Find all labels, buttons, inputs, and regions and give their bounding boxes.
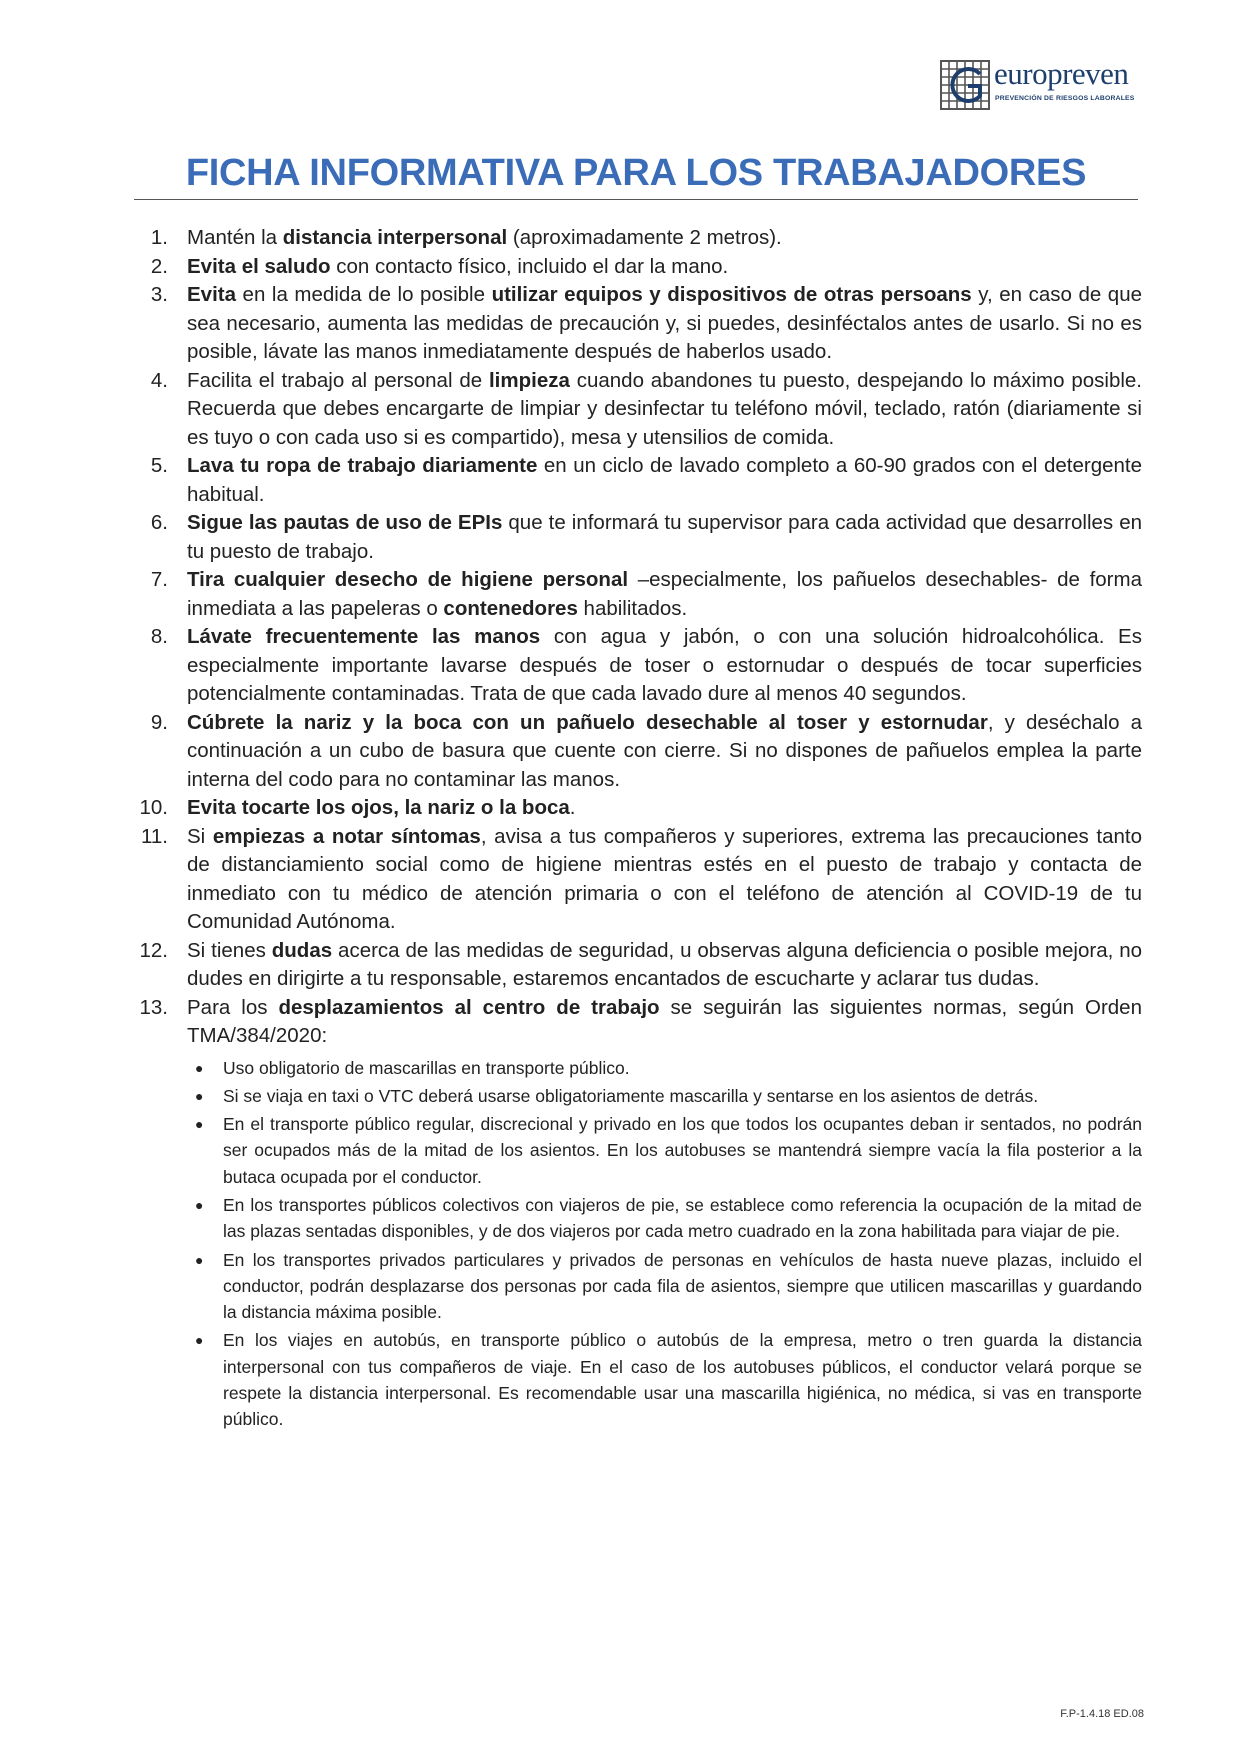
list-item xyxy=(132,253,1142,282)
bullet-dot-icon: ● xyxy=(195,1196,204,1213)
item-text: Si xyxy=(187,824,213,848)
item-text: Facilita el trabajo al personal de xyxy=(187,368,489,392)
list-item xyxy=(132,994,1142,1433)
bullet-dot-icon: ● xyxy=(195,1332,204,1349)
sub-item-text: Si se viaja en taxi o VTC deberá usarse obligatoriamente mascarilla y sentarse en los asientos de detrás. xyxy=(223,1085,1039,1106)
item-text: se seguirán las siguientes normas, según Orden TMA/384/2020: xyxy=(187,995,1142,1047)
recommendations-list xyxy=(132,224,1142,1435)
item-text: , avisa a tus compañeros y superiores, extrema las precauciones tanto de distanciamiento social como de higiene mientras estés en el puesto de trabajo y contacta de inmediato con tu médico de atención primaria o con el teléfono de atención al COVID-19 de tu Comunidad Autónoma. xyxy=(187,824,1142,933)
item-number: 9. xyxy=(150,710,168,734)
logo-wordmark: europreven xyxy=(994,56,1129,91)
item-text: con contacto físico, incluido el dar la mano. xyxy=(330,254,729,278)
sub-item-text: En los transportes públicos colectivos con viajeros de pie, se establece como referencia la ocupación de la mitad de las plazas sentadas disponibles, y de dos viajeros por cada metro cuadrado en la zona habilitada para viajar de pie. xyxy=(223,1194,1142,1242)
item-text-bold: Sigue las pautas de uso de EPIs xyxy=(187,511,503,534)
item-text: –especialmente, los pañuelos desechables- de forma inmediata a las papeleras o xyxy=(187,568,1142,620)
bullet-dot-icon: ● xyxy=(195,1059,204,1076)
item-text: Para los xyxy=(187,995,279,1019)
sub-list-item xyxy=(187,1111,1142,1190)
logo-grid-icon xyxy=(940,60,990,110)
item-text: en un ciclo de lavado completo a 60-90 grados con el detergente habitual. xyxy=(187,454,1142,506)
sub-list-item xyxy=(187,1327,1142,1432)
sub-item-text: En los transportes privados particulares y privados de personas en vehículos de hasta nueve plazas, incluido el conductor, podrán desplazarse dos personas por cada fila de asientos, siempre que utilicen mascarillas y guardando la distancia máxima posible. xyxy=(223,1249,1142,1323)
list-item xyxy=(132,367,1142,453)
item-number: 3. xyxy=(150,283,168,306)
item-text: en la medida de lo posible xyxy=(236,283,492,306)
list-item xyxy=(132,509,1142,566)
company-logo xyxy=(940,56,1140,110)
logo-subtitle: PREVENCIÓN DE RIESGOS LABORALES xyxy=(995,95,1135,102)
sub-list xyxy=(187,1055,1142,1433)
list-item xyxy=(132,709,1142,795)
item-text: , y deséchalo a continuación a un cubo de basura que cuente con cierre. Si no dispones de pañuelos emplea la parte interna del codo para no contaminar las manos. xyxy=(187,710,1142,791)
item-text: cuando abandones tu puesto, despejando lo máximo posible. Recuerda que debes encargarte de limpiar y desinfectar tu teléfono móvil, teclado, ratón (diariamente si es tuyo o con cada uso si es compartido), mesa y utensilios de comida. xyxy=(187,368,1143,449)
bullet-dot-icon: ● xyxy=(195,1251,204,1268)
document-code: F.P-1.4.18 ED.08 xyxy=(1060,1708,1144,1720)
item-number: 4. xyxy=(150,368,168,392)
sub-item-text: Uso obligatorio de mascarillas en transporte público. xyxy=(223,1057,630,1078)
list-item xyxy=(132,224,1142,253)
item-text-bold: distancia interpersonal xyxy=(282,226,508,249)
item-text: acerca de las medidas de seguridad, u observas alguna deficiencia o posible mejora, no dudes en dirigirte a tu responsable, estaremos encantados de escucharte y aclarar tus dudas. xyxy=(187,938,1143,990)
item-text: (aproximadamente 2 metros). xyxy=(507,226,782,249)
item-text: y, en caso de que sea necesario, aumenta las medidas de precaución y, si puedes, desinféctalos antes de usarlo. Si no es posible, lávate las manos inmediatamente después de haberlos usado. xyxy=(187,283,1142,363)
item-text: Si tienes xyxy=(187,938,272,962)
item-number: 10. xyxy=(139,796,168,819)
item-text-bold: Evita el saludo xyxy=(187,254,331,278)
sub-list-item xyxy=(187,1247,1142,1326)
item-number: 11. xyxy=(141,824,168,848)
item-number: 5. xyxy=(150,454,168,477)
sub-list-item xyxy=(187,1055,1142,1081)
item-text-bold: dudas xyxy=(271,938,333,962)
sub-list-item xyxy=(187,1192,1142,1245)
item-text-bold: Cúbrete la nariz y la boca con un pañuelo desechable al toser y estornudar xyxy=(187,710,988,734)
bullet-dot-icon: ● xyxy=(195,1116,204,1133)
item-text: habilitados. xyxy=(577,596,688,620)
sub-list-item xyxy=(187,1083,1142,1109)
item-text: Mantén la xyxy=(187,226,283,249)
item-text: con agua y jabón, o con una solución hidroalcohólica. Es especialmente importante lavarse después de toser o estornudar o después de tocar superficies potencialmente contaminadas. Trata de que cada lavado dure al menos 40 segundos. xyxy=(187,625,1142,705)
title-divider xyxy=(134,199,1138,200)
list-item xyxy=(132,823,1142,937)
item-text-bold: Lava tu ropa de trabajo diariamente xyxy=(187,454,538,477)
item-text-bold: empiezas a notar síntomas xyxy=(212,824,481,848)
item-text: que te informará tu supervisor para cada actividad que desarrolles en tu puesto de trabajo. xyxy=(187,511,1142,563)
item-number: 2. xyxy=(150,254,168,278)
sub-item-text: En los viajes en autobús, en transporte público o autobús de la empresa, metro o tren guarda la distancia interpersonal con tus compañeros de viaje. En el caso de los autobuses públicos, el conductor velará porque se respete la distancia interpersonal. Es recomendable usar una mascarilla higiénica, no médica, si vas en transporte público. xyxy=(223,1330,1142,1430)
item-text: . xyxy=(569,796,576,819)
item-number: 6. xyxy=(150,511,168,534)
list-item xyxy=(132,566,1142,623)
list-item xyxy=(132,937,1142,994)
item-text-bold: limpieza xyxy=(488,368,570,392)
item-text-bold: Lávate frecuentemente las manos xyxy=(187,625,541,648)
item-number: 7. xyxy=(150,568,168,591)
item-text-bold: desplazamientos al centro de trabajo xyxy=(278,995,660,1019)
item-text-bold: Evita xyxy=(187,283,236,306)
list-item xyxy=(132,623,1142,709)
list-item xyxy=(132,794,1142,823)
list-item xyxy=(132,281,1142,367)
item-number: 12. xyxy=(139,938,168,962)
item-text-bold: contenedores xyxy=(443,596,578,620)
list-item xyxy=(132,452,1142,509)
item-number: 1. xyxy=(150,226,168,249)
item-number: 13. xyxy=(139,995,168,1019)
item-text-bold: Tira cualquier desecho de higiene personal xyxy=(187,568,629,591)
item-text-bold: Evita tocarte los ojos, la nariz o la boca xyxy=(187,796,570,819)
sub-item-text: En el transporte público regular, discrecional y privado en los que todos los ocupantes deban ir sentados, no podrán ser ocupados más de la mitad de los asientos. En los autobuses se mantendrá siempre vacía la fila posterior a la butaca ocupada por el conductor. xyxy=(223,1114,1142,1187)
page-title: FICHA INFORMATIVA PARA LOS TRABAJADORES xyxy=(185,152,1087,194)
bullet-dot-icon: ● xyxy=(195,1087,204,1104)
item-number: 8. xyxy=(150,625,168,648)
item-text-bold: utilizar equipos y dispositivos de otras persoans xyxy=(491,283,972,306)
